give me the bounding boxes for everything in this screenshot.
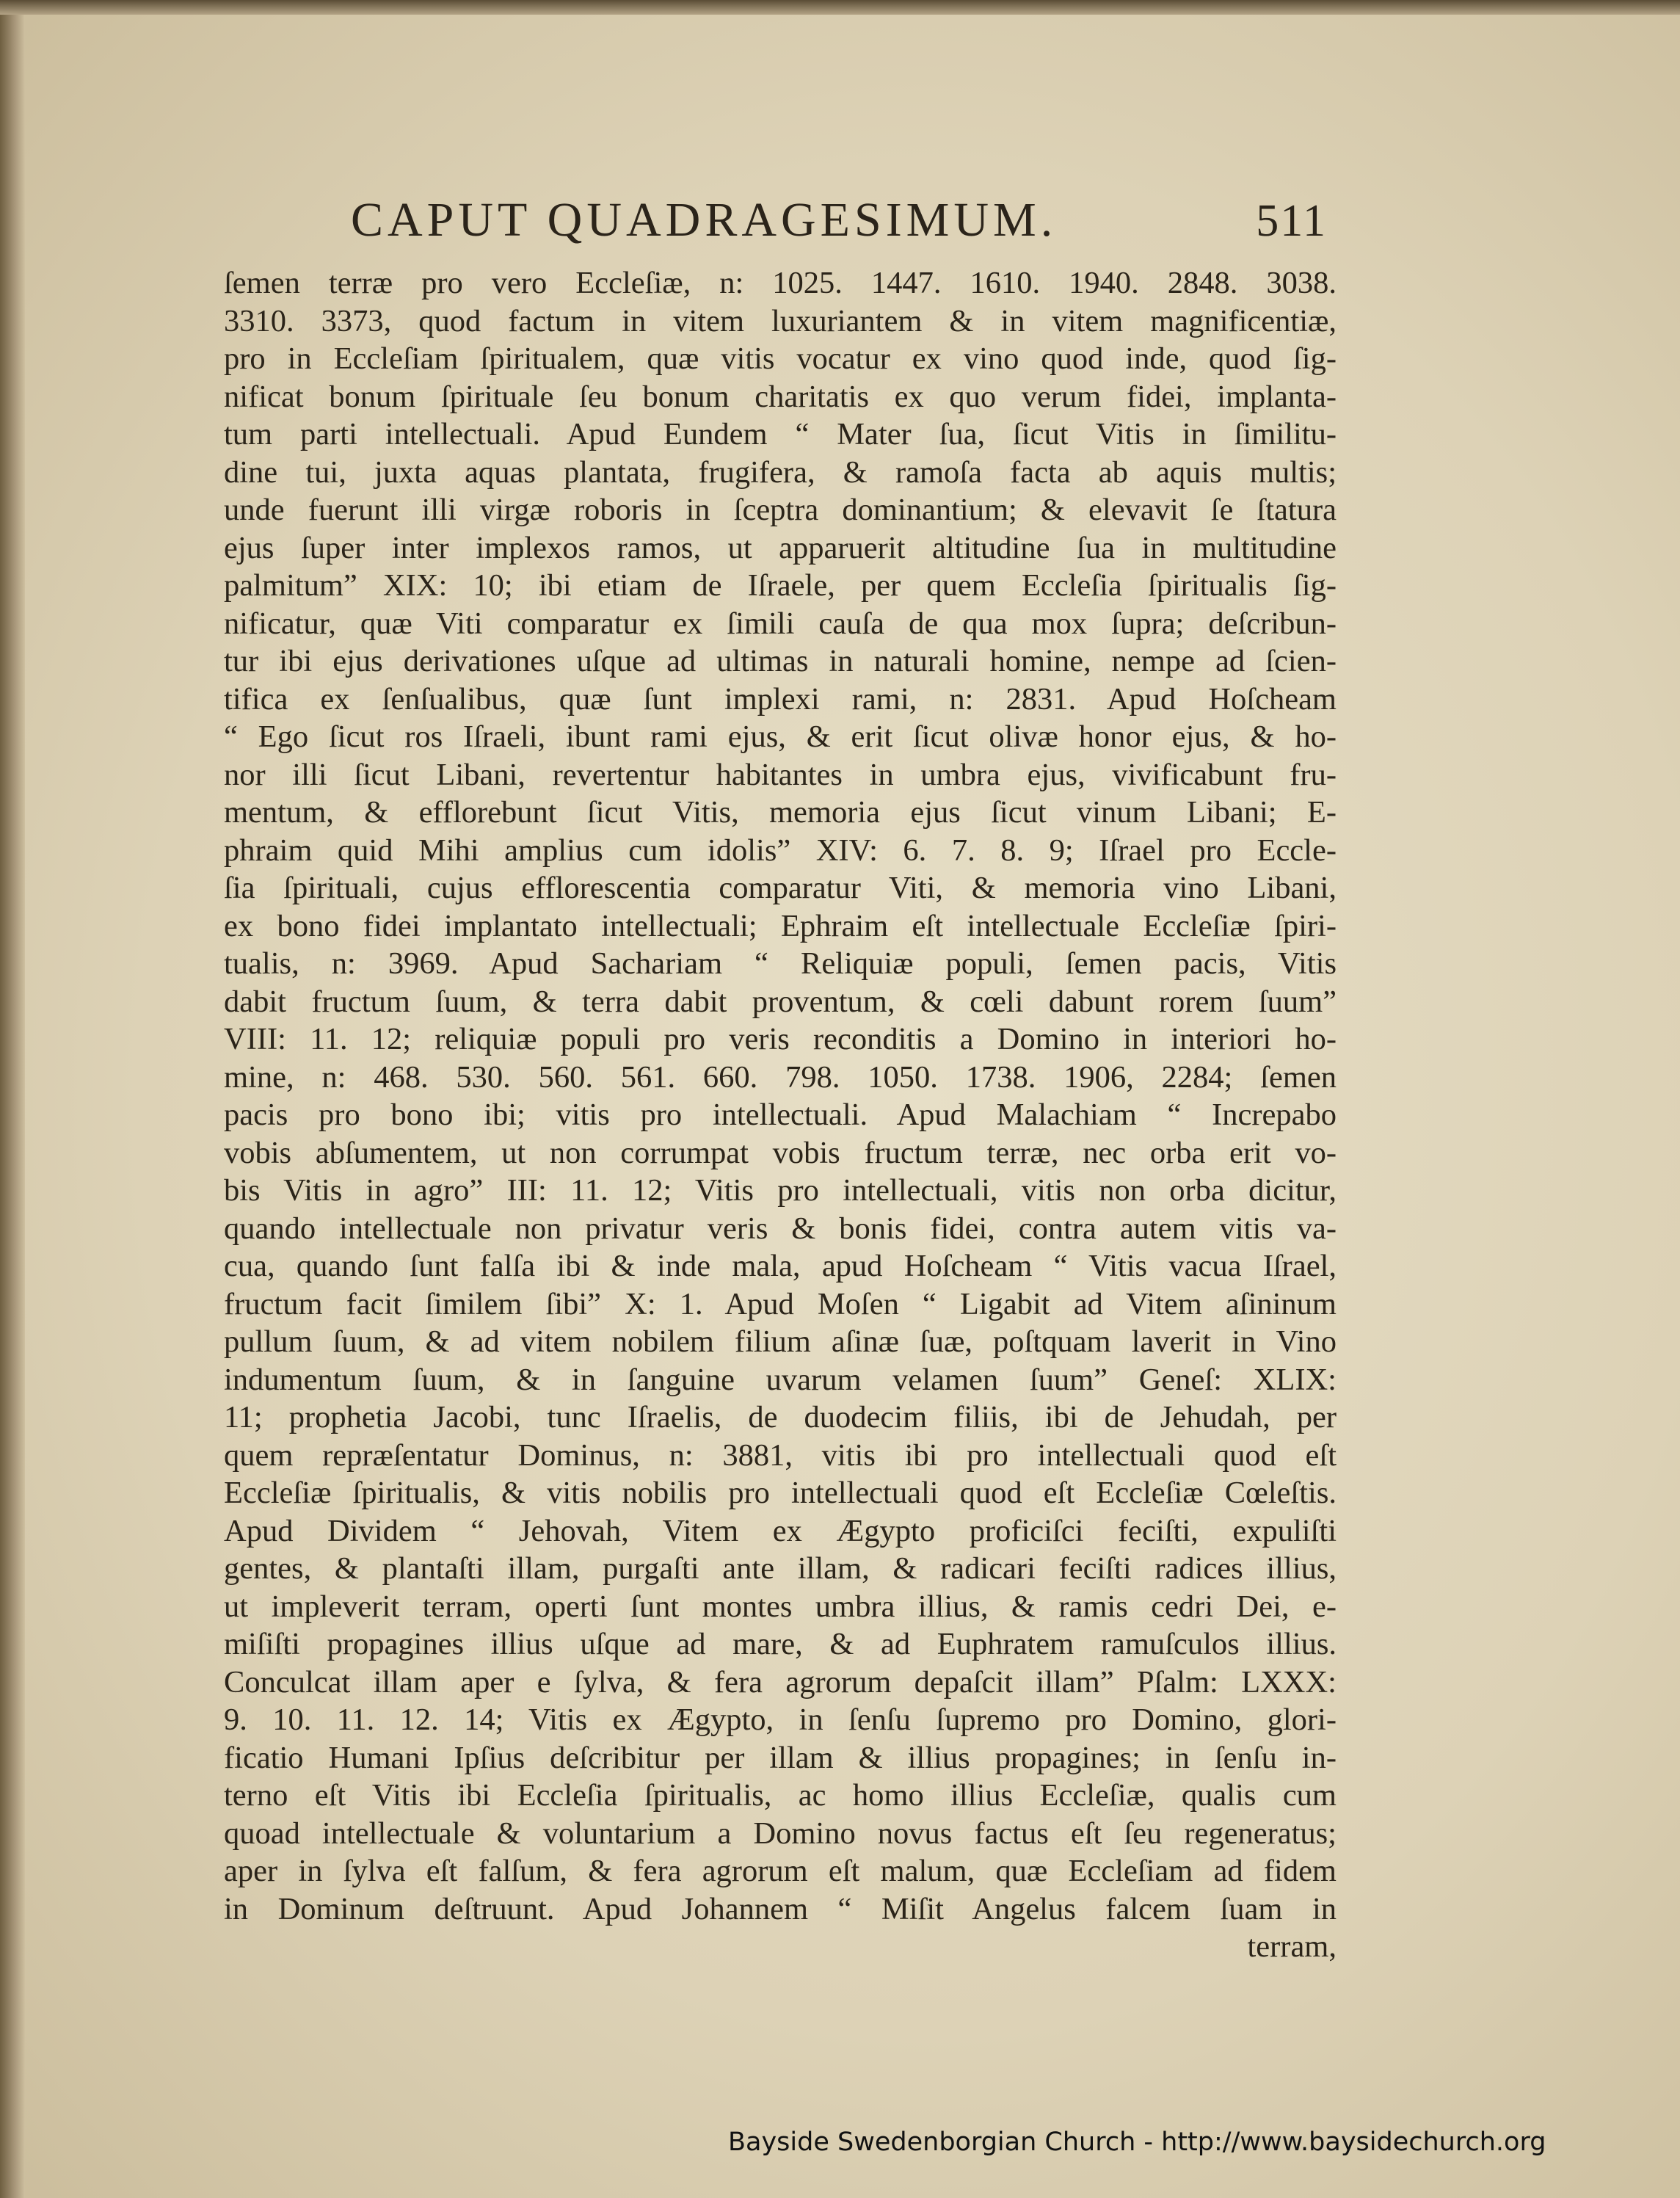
text-line: dabit fructum ſuum, & terra dabit proventum, & cœli dabunt rorem ſuum” bbox=[224, 984, 1337, 1019]
text-line: phraim quid Mihi amplius cum idolis” XIV: 6. 7. 8. 9; Iſrael pro Eccle- bbox=[224, 833, 1337, 868]
text-line: terram, bbox=[1247, 1929, 1337, 1964]
text-line: Conculcat illam aper e ſylva, & fera agrorum depaſcit illam” Pſalm: LXXX: bbox=[224, 1664, 1337, 1700]
text-line: “ Ego ſicut ros Iſraeli, ibunt rami ejus, & erit ſicut olivæ honor ejus, & ho- bbox=[224, 719, 1337, 754]
text-line: Eccleſiæ ſpiritualis, & vitis nobilis pro intellectuali quod eſt Eccleſiæ Cœleſtis. bbox=[224, 1476, 1337, 1510]
text-line: tum parti intellectuali. Apud Eundem “ Mater ſua, ſicut Vitis in ſimilitu- bbox=[224, 417, 1337, 451]
text-line: ficatio Humani Ipſius deſcribitur per illam & illius propagines; in ſenſu in- bbox=[224, 1740, 1337, 1775]
text-line: nificatur, quæ Viti comparatur ex ſimili cauſa de qua mox ſupra; deſcribun- bbox=[224, 606, 1337, 641]
text-line: ſia ſpirituali, cujus efflorescentia comparatur Viti, & memoria vino Libani, bbox=[224, 871, 1337, 905]
text-line: 3310. 3373, quod factum in vitem luxuriantem & in vitem magnificentiæ, bbox=[224, 303, 1337, 338]
text-line: bis Vitis in agro” III: 11. 12; Vitis pro intellectuali, vitis non orba dicitur, bbox=[224, 1173, 1337, 1208]
text-line: cua, quando ſunt falſa ibi & inde mala, apud Hoſcheam “ Vitis vacua Iſrael, bbox=[224, 1249, 1337, 1283]
running-head bbox=[351, 192, 1327, 251]
text-line: 11; prophetia Jacobi, tunc Iſraelis, de duodecim filiis, ibi de Jehudah, per bbox=[224, 1400, 1337, 1434]
text-line: vobis abſumentem, ut non corrumpat vobis fructum terræ, nec orba erit vo- bbox=[224, 1135, 1337, 1170]
text-line: miſiſti propagines illius uſque ad mare, & ad Euphratem ramuſculos illius. bbox=[224, 1627, 1337, 1661]
text-line: pacis pro bono ibi; vitis pro intellectuali. Apud Malachiam “ Increpabo bbox=[224, 1098, 1337, 1132]
page-gutter bbox=[0, 0, 25, 2198]
page-top-edge bbox=[0, 0, 1680, 15]
text-line: fructum facit ſimilem ſibi” X: 1. Apud Moſen “ Ligabit ad Vitem aſininum bbox=[224, 1286, 1337, 1321]
text-line: pro in Eccleſiam ſpiritualem, quæ vitis vocatur ex vino quod inde, quod ſig- bbox=[224, 341, 1337, 376]
text-line: ejus ſuper inter implexos ramos, ut apparuerit altitudine ſua in multitudine bbox=[224, 530, 1337, 565]
text-line: indumentum ſuum, & in ſanguine uvarum velamen ſuum” Geneſ: XLIX: bbox=[224, 1362, 1337, 1397]
text-line: pullum ſuum, & ad vitem nobilem filium aſinæ ſuæ, poſtquam laverit in Vino bbox=[224, 1324, 1337, 1359]
text-line: tifica ex ſenſualibus, quæ ſunt implexi rami, n: 2831. Apud Hoſcheam bbox=[224, 681, 1337, 717]
text-line: quoad intellectuale & voluntarium a Domino novus factus eſt ſeu regeneratus; bbox=[224, 1816, 1337, 1851]
text-line: 9. 10. 11. 12. 14; Vitis ex Ægypto, in ſenſu ſupremo pro Domino, glori- bbox=[224, 1702, 1337, 1737]
text-line: in Dominum deſtruunt. Apud Johannem “ Miſit Angelus falcem ſuam in bbox=[224, 1891, 1337, 1926]
text-line: nor illi ſicut Libani, revertentur habitantes in umbra ejus, vivificabunt fru- bbox=[224, 757, 1337, 792]
text-line: tualis, n: 3969. Apud Sachariam “ Reliquiæ populi, ſemen pacis, Vitis bbox=[224, 946, 1337, 981]
text-line: palmitum” XIX: 10; ibi etiam de Iſraele, per quem Eccleſia ſpiritualis ſig- bbox=[224, 568, 1337, 603]
running-title: CAPUT QUADRAGESIMUM. bbox=[351, 193, 1058, 247]
text-line: unde fuerunt illi virgæ roboris in ſceptra dominantium; & elevavit ſe ſtatura bbox=[224, 493, 1337, 527]
text-line: terno eſt Vitis ibi Eccleſia ſpiritualis, ac homo illius Eccleſiæ, qualis cum bbox=[224, 1778, 1337, 1813]
text-line: dine tui, juxta aquas plantata, frugifera, & ramoſa facta ab aquis multis; bbox=[224, 454, 1337, 490]
text-line: ut impleverit terram, operti ſunt montes umbra illius, & ramis cedri Dei, e- bbox=[224, 1589, 1337, 1624]
text-line: quem repræſentatur Dominus, n: 3881, vitis ibi pro intellectuali quod eſt bbox=[224, 1437, 1337, 1473]
text-line: mine, n: 468. 530. 560. 561. 660. 798. 1050. 1738. 1906, 2284; ſemen bbox=[224, 1059, 1337, 1095]
text-line: gentes, & plantaſti illam, purgaſti ante illam, & radicari feciſti radices illius, bbox=[224, 1551, 1337, 1586]
page-number: 511 bbox=[1256, 196, 1327, 246]
text-line: quando intellectuale non privatur veris & bonis fidei, contra autem vitis va- bbox=[224, 1211, 1337, 1246]
text-line: nificat bonum ſpirituale ſeu bonum charitatis ex quo verum fidei, implanta- bbox=[224, 379, 1337, 414]
text-line: VIII: 11. 12; reliquiæ populi pro veris reconditis a Domino in interiori ho- bbox=[224, 1022, 1337, 1056]
text-line: ſemen terræ pro vero Eccleſiæ, n: 1025. 1447. 1610. 1940. 2848. 3038. bbox=[224, 266, 1337, 300]
text-line: Apud Dividem “ Jehovah, Vitem ex Ægypto proficiſci feciſti, expuliſti bbox=[224, 1513, 1337, 1548]
text-line: mentum, & efflorebunt ſicut Vitis, memoria ejus ſicut vinum Libani; E- bbox=[224, 795, 1337, 830]
body-text bbox=[224, 264, 1337, 1966]
text-line: ex bono fidei implantato intellectuali; Ephraim eſt intellectuale Eccleſiæ ſpiri- bbox=[224, 908, 1337, 943]
text-line: aper in ſylva eſt falſum, & fera agrorum eſt malum, quæ Eccleſiam ad fidem bbox=[224, 1854, 1337, 1888]
footer-credit: Bayside Swedenborgian Church - http://www.baysidechurch.org bbox=[728, 2128, 1546, 2157]
text-line: tur ibi ejus derivationes uſque ad ultimas in naturali homine, nempe ad ſcien- bbox=[224, 644, 1337, 678]
